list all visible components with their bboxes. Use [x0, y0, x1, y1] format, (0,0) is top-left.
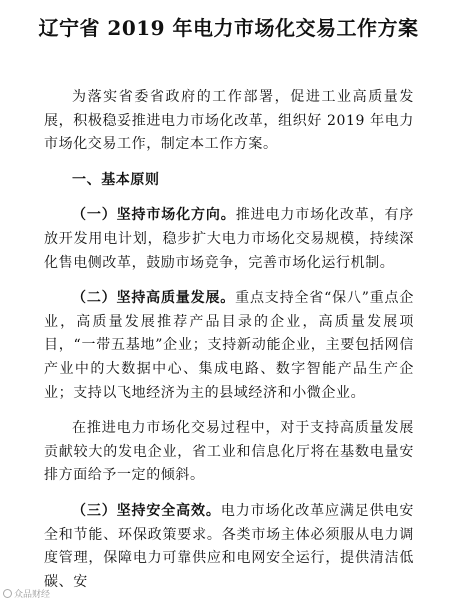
- watermark: [3, 587, 50, 600]
- principle-text-1: 推进电力市场化改革，有序放开发用电计划，稳步扩大电力市场化交易规模，持续深化售电侧改革，鼓励市场竞争，完善市场化运行机制。: [44, 207, 414, 271]
- principle-paragraph-2: [44, 287, 414, 405]
- document-body: [44, 86, 414, 594]
- principle-heading-1: （一）坚持市场化方向。: [72, 207, 236, 224]
- principle-paragraph-1: [44, 204, 414, 275]
- section-heading-basic-principles: 一、基本原则: [72, 171, 160, 188]
- principle-2-followup-paragraph: 在推进电力市场化交易过程中，对于支持高质量发展贡献较大的发电企业，省工业和信息化厅将在基数电量安排方面给予一定的倾斜。: [44, 420, 414, 484]
- document-title: 辽宁省 2019 年电力市场化交易工作方案: [38, 16, 419, 40]
- intro-paragraph: 为落实省委省政府的工作部署，促进工业高质量发展，积极稳妥推进电力市场化改革，组织好 2019 年电力市场化交易工作，制定本工作方案。: [44, 89, 414, 153]
- principle-text-2: 重点支持全省“保八”重点企业，高质量发展推荐产品目录的企业，高质量发展项目，“一带五基地”企业；支持新动能企业，主要包括网信产业中的大数据中心、集成电路、数字智能产品生产企业；支持以飞地经济为主的县域经济和小微企业。: [44, 290, 414, 401]
- principle-text-3: 电力市场化改革应满足供电安全和节能、环保政策要求。各类市场主体必须服从电力调度管理，保障电力可靠供应和电网安全运行，提供清洁低碳、安: [44, 502, 414, 590]
- watermark-logo-icon: [3, 589, 12, 598]
- principle-heading-2: （二）坚持高质量发展。: [72, 290, 236, 307]
- principle-heading-3: （三）坚持安全高效。: [72, 502, 221, 519]
- principle-paragraph-3: [44, 500, 414, 594]
- watermark-text: 众品财经: [14, 590, 51, 600]
